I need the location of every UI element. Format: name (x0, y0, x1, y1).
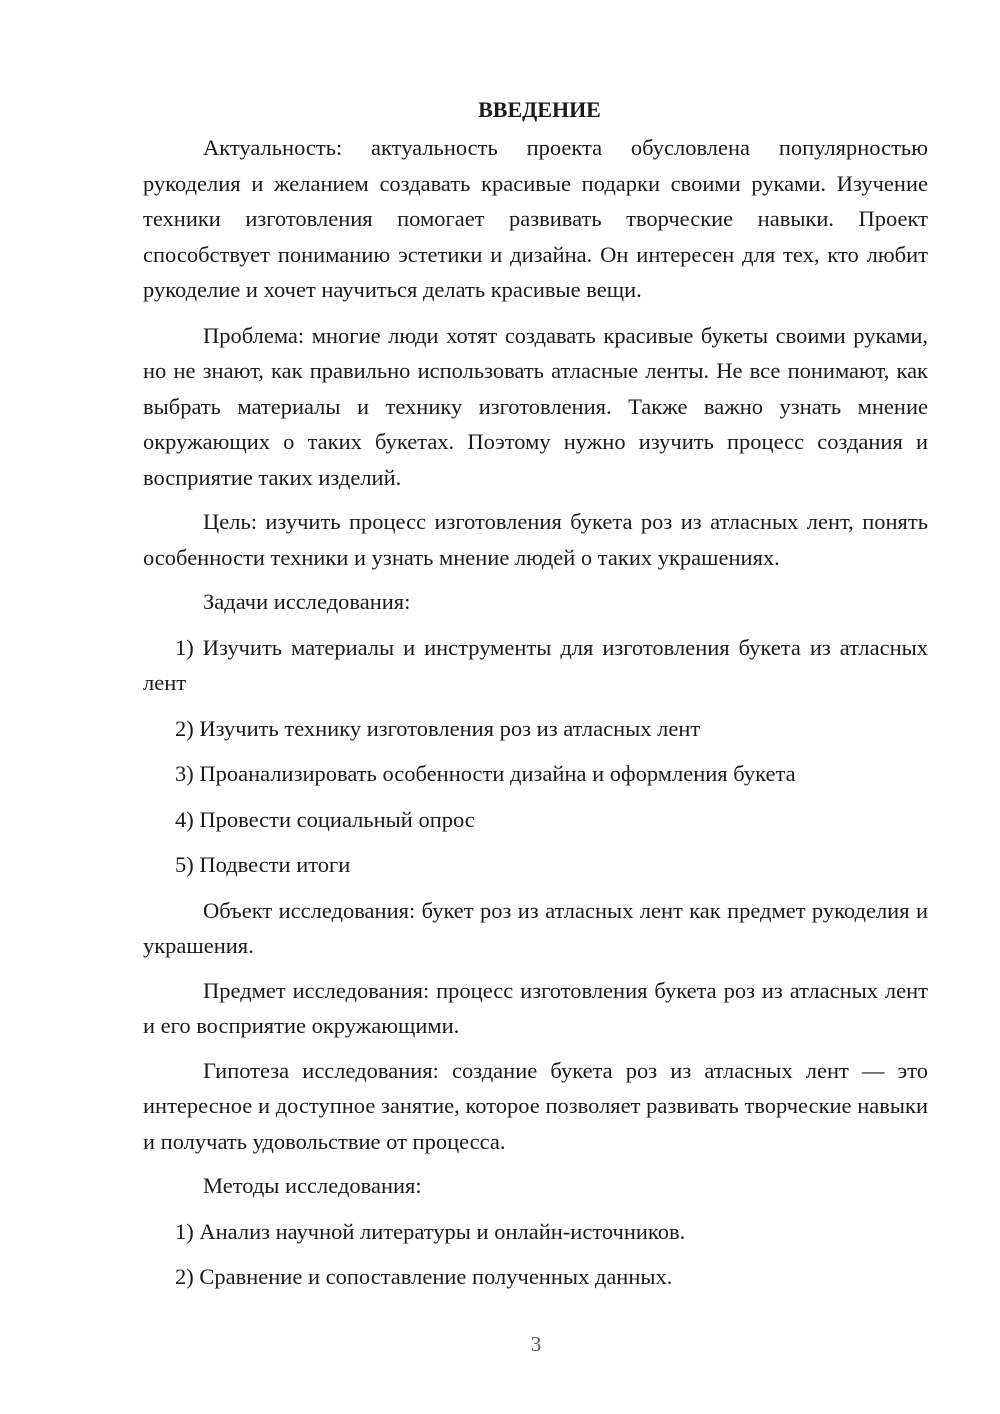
paragraph-subject: Предмет исследования: процесс изготовления букета роз из атласных лент и его восприятие окружающими. (143, 977, 928, 1038)
method-item-2: 2) Сравнение и сопоставление полученных данных. (175, 1264, 673, 1289)
tasks-heading: Задачи исследования: (203, 589, 411, 614)
method-item-1: 1) Анализ научной литературы и онлайн-источников. (175, 1218, 686, 1244)
section-title: ВВЕДЕНИЕ (478, 97, 601, 122)
task-item-3: 3) Проанализировать особенности дизайна и оформления букета (175, 761, 796, 786)
paragraph-problem: Проблема: многие люди хотят создавать красивые букеты своими руками, но не знают, как правильно использовать атласные ленты. Не все понимают, как выбрать материалы и технику изготовления. Также важно узнать мнение окружающих о таких букетах. Поэтому нужно изучить процесс создания и восприятие таких изделий. (143, 322, 928, 490)
task-item-5: 5) Подвести итоги (175, 852, 351, 877)
paragraph-object: Объект исследования: букет роз из атласных лент как предмет рукоделия и украшения. (143, 897, 928, 958)
paragraph-goal: Цель: изучить процесс изготовления букета роз из атласных лент, понять особенности техники и узнать мнение людей о таких украшениях. (143, 509, 928, 570)
document-page (143, 92, 928, 1305)
task-item-4: 4) Провести социальный опрос (175, 806, 475, 832)
task-item-1: 1) Изучить материалы и инструменты для изготовления букета из атласных лент (143, 634, 928, 695)
paragraph-relevance: Актуальность: актуальность проекта обусловлена популярностью рукоделия и желанием создавать красивые подарки своими руками. Изучение техники изготовления помогает развивать творческие навыки. Проект способствует пониманию эстетики и дизайна. Он интересен для тех, кто любит рукоделие и хочет научиться делать красивые вещи. (143, 135, 928, 302)
paragraph-hypothesis: Гипотеза исследования: создание букета роз из атласных лент — это интересное и доступное занятие, которое позволяет развивать творческие навыки и получать удовольствие от процесса. (143, 1057, 928, 1154)
methods-heading: Методы исследования: (203, 1173, 422, 1198)
page-number: 3 (530, 1332, 542, 1356)
task-item-2: 2) Изучить технику изготовления роз из атласных лент (175, 715, 701, 741)
